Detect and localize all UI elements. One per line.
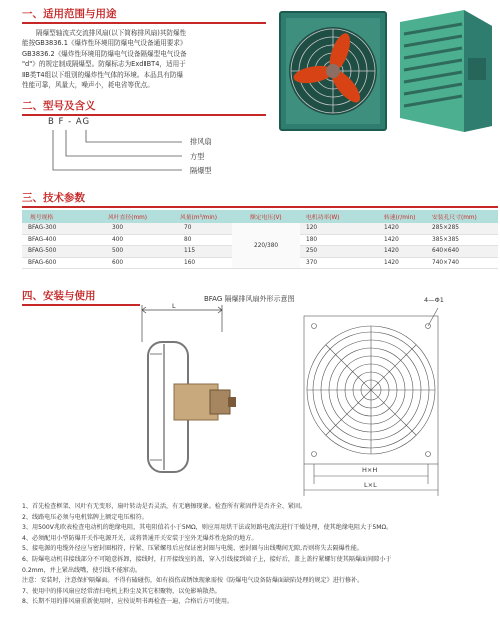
section2-title: 二、型号及含义 — [22, 100, 96, 112]
cell-model: BFAG-300 — [22, 223, 84, 234]
section4-title: 四、安装与使用 — [22, 290, 96, 302]
section4-divider — [22, 304, 140, 306]
legend-flameproof: 隔爆型 — [190, 166, 212, 175]
cell-power: 180 — [300, 234, 362, 246]
cell-airflow: 115 — [156, 246, 232, 258]
spec-table-wrap — [22, 210, 498, 269]
col-header-hole: 安装孔尺寸(mm) — [426, 210, 498, 223]
cell-model: BFAG-600 — [22, 257, 84, 269]
intro-line: 能按GB3836.1《爆炸性环境用防爆电气设备通用要求》 — [22, 39, 187, 48]
note-2: 2、线路电压必须与电机铭牌上额定电压相符。 — [22, 513, 148, 521]
intro-line: "d"》的规定制成隔爆型。防爆标志为ExdⅡBT4，适用于 — [22, 60, 186, 69]
model-code: B F - AG — [48, 117, 91, 127]
cell-model: BFAG-500 — [22, 246, 84, 258]
legend-square: 方型 — [190, 152, 205, 161]
table-header-row — [22, 210, 498, 223]
cell-blade-dia: 300 — [84, 223, 156, 234]
cell-model: BFAG-400 — [22, 234, 84, 246]
col-header-voltage: 额定电压(V) — [232, 210, 300, 223]
intro-line: 性能可靠，风量大，噪声小，耗电省等优点。 — [22, 81, 154, 90]
note-6: 6、防爆电动机非接线部分不可随意拆卸，接线时，打开接线室的盖，穿入引线接到端子上，接好后，盖上盖拧紧螺钉使其隔爆面间隙小于 — [22, 555, 392, 563]
cell-airflow: 160 — [156, 257, 232, 269]
intro-line: GB3836.2《爆炸性环境用防爆电气设备隔爆型电气设备 — [22, 49, 187, 58]
product-photo-front — [276, 8, 390, 134]
model-legend-lines — [52, 130, 192, 178]
col-header-airflow: 风量(m³/min) — [156, 210, 232, 223]
cell-power: 370 — [300, 257, 362, 269]
cell-voltage: 220/380 — [232, 223, 300, 269]
note-6-cont: 0.2mm，并上紧出线嘴，使引线不能窜动。 — [22, 566, 142, 574]
side-view-drawing — [130, 302, 240, 482]
col-header-model: 规号规格 — [22, 210, 84, 223]
intro-paragraph — [22, 28, 268, 90]
diagram-title: BFAG 隔爆排风扇外形示意图 — [204, 295, 295, 303]
cell-hole: 640×640 — [426, 246, 498, 258]
cell-speed: 1420 — [362, 257, 426, 269]
section2-divider — [22, 114, 266, 116]
cell-blade-dia: 500 — [84, 246, 156, 258]
product-photo-side — [394, 8, 498, 134]
intro-line: 隔爆型轴流式交流排风扇(以下简称排风扇)其防爆性 — [36, 29, 187, 37]
cell-airflow: 80 — [156, 234, 232, 246]
col-header-speed: 转速(r/min) — [362, 210, 426, 223]
dim-L-label: L — [172, 302, 176, 310]
usage-notes — [22, 502, 392, 608]
note-5: 5、接电源的电缆外径应与密封圈相符，拧紧、压紧螺母后应保证密封圈与电缆、密封圈与出线嘴间无隙,否则将失去隔爆性能。 — [22, 545, 363, 553]
cell-hole: 285×285 — [426, 223, 498, 234]
section3-title: 三、技术参数 — [22, 192, 85, 204]
cell-speed: 1420 — [362, 234, 426, 246]
spec-table — [22, 210, 498, 269]
dim-hole-label: 4—Φ1 — [424, 296, 444, 304]
note-4: 4、必须配用小型防爆开关作电源开关，或将普通开关安装于室外无爆炸性危险的地方。 — [22, 534, 258, 542]
intro-line: ⅡB类T4组以下组别的爆炸性气体的环境。本品具有防爆 — [22, 70, 184, 79]
legend-fan: 排风扇 — [190, 137, 212, 146]
section1-divider — [22, 22, 266, 24]
cell-speed: 1420 — [362, 246, 426, 258]
note-caution: 注意：安装时，注意保护隔爆面。不得有磕碰伤，如有损伤或锈蚀现象需按《防爆电气设备防爆面缺陷处理的规定》进行修补。 — [22, 577, 364, 585]
table-row — [22, 223, 498, 234]
cell-airflow: 70 — [156, 223, 232, 234]
cell-hole: 385×385 — [426, 234, 498, 246]
dim-LxL-label: L×L — [364, 481, 377, 489]
cell-blade-dia: 400 — [84, 234, 156, 246]
section3-divider — [22, 206, 498, 208]
col-header-power: 电机功率(W) — [300, 210, 362, 223]
note-1: 1、首先检查框架、风叶有无变形，扇叶转动是否灵活，有无磨擦现象。检查所有紧固件是否齐全、紧固。 — [22, 503, 307, 510]
cell-power: 120 — [300, 223, 362, 234]
cell-hole: 740×740 — [426, 257, 498, 269]
note-3: 3、用500V兆欧表检查电动机的绝缘电阻，其电阻值若小于5MΩ，则应用用烘干法或短路电流法进行干燥处理，使其绝缘电阻大于5MΩ。 — [22, 524, 393, 532]
cell-power: 250 — [300, 246, 362, 258]
cell-speed: 1420 — [362, 223, 426, 234]
cell-blade-dia: 600 — [84, 257, 156, 269]
col-header-blade-dia: 风叶直径(mm) — [84, 210, 156, 223]
note-7: 7、使用中的排风扇应经常清扫电机上粉尘及其它积聚物，以免影响散热。 — [22, 587, 221, 595]
dim-HxH-label: H×H — [362, 466, 378, 474]
note-8: 8、长期不用的排风扇重新使用时，应按说明书再检查一遍，合格后方可使用。 — [22, 598, 234, 606]
section1-title: 一、适用范围与用途 — [22, 8, 117, 20]
